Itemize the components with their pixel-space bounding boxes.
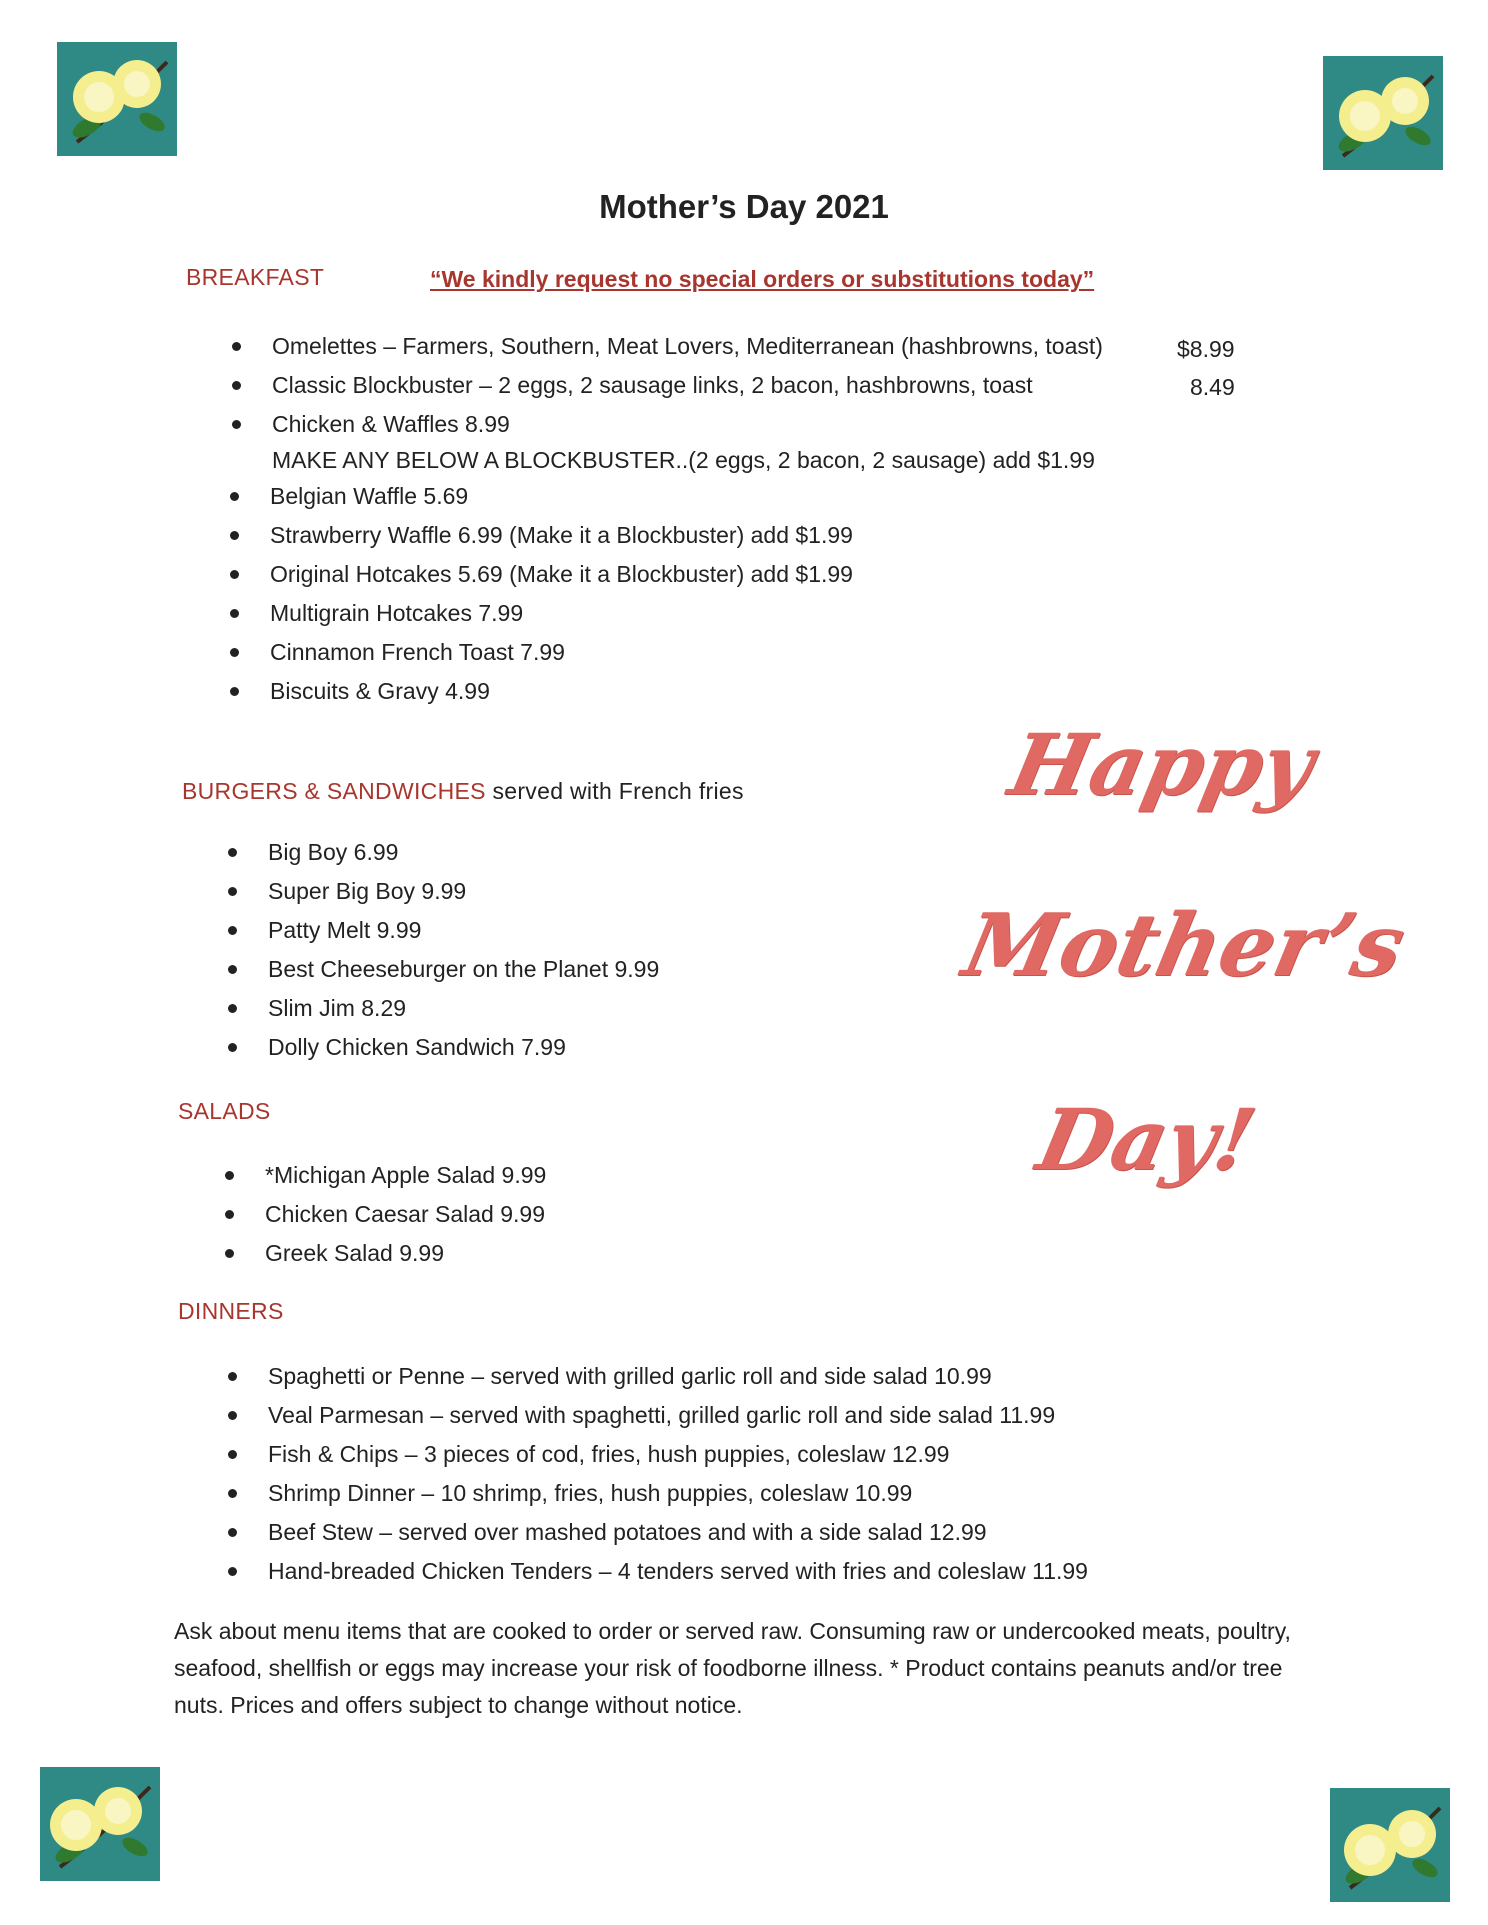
menu-item: Cinnamon French Toast 7.99: [270, 633, 853, 672]
menu-item: Multigrain Hotcakes 7.99: [270, 594, 853, 633]
menu-item: Patty Melt 9.99: [268, 911, 659, 950]
greeting-happy: Happy: [1001, 715, 1323, 814]
menu-item: Greek Salad 9.99: [265, 1234, 546, 1273]
menu-item: Veal Parmesan – served with spaghetti, grilled garlic roll and side salad 11.99: [268, 1396, 1088, 1435]
salads-heading: SALADS: [178, 1098, 271, 1124]
rose-image-top-right: [1323, 56, 1443, 170]
menu-item: Omelettes – Farmers, Southern, Meat Lovers, Mediterranean (hashbrowns, toast): [272, 327, 1103, 366]
burgers-list: [268, 833, 659, 1067]
menu-item: Chicken Caesar Salad 9.99: [265, 1195, 546, 1234]
menu-item: Dolly Chicken Sandwich 7.99: [268, 1028, 659, 1067]
bullet-icon: [230, 687, 239, 696]
bullet-icon: [230, 531, 239, 540]
menu-item: Slim Jim 8.29: [268, 989, 659, 1028]
bullet-icon: [228, 1372, 237, 1381]
bullet-icon: [230, 492, 239, 501]
bullet-icon: [228, 887, 237, 896]
bullet-icon: [228, 1489, 237, 1498]
bullet-icon: [225, 1249, 234, 1258]
bullet-icon: [230, 648, 239, 657]
menu-item: Beef Stew – served over mashed potatoes and with a side salad 12.99: [268, 1513, 1088, 1552]
blockbuster-upgrade-note: MAKE ANY BELOW A BLOCKBUSTER..(2 eggs, 2 bacon, 2 sausage) add $1.99: [272, 447, 1095, 473]
menu-item: Fish & Chips – 3 pieces of cod, fries, hush puppies, coleslaw 12.99: [268, 1435, 1088, 1474]
rose-image-bottom-left: [40, 1767, 160, 1881]
bullet-icon: [232, 342, 241, 351]
breakfast-list: [272, 327, 1103, 444]
menu-item: Chicken & Waffles 8.99: [272, 405, 1103, 444]
bullet-icon: [232, 420, 241, 429]
bullet-icon: [228, 848, 237, 857]
bullet-icon: [228, 1411, 237, 1420]
bullet-icon: [230, 609, 239, 618]
menu-item: Spaghetti or Penne – served with grilled garlic roll and side salad 10.99: [268, 1357, 1088, 1396]
greeting-mothers: Mother’s: [955, 895, 1414, 996]
menu-item: Hand-breaded Chicken Tenders – 4 tenders served with fries and coleslaw 11.99: [268, 1552, 1088, 1591]
menu-item: Best Cheeseburger on the Planet 9.99: [268, 950, 659, 989]
bullet-icon: [232, 381, 241, 390]
burgers-subheading: served with French fries: [485, 778, 744, 804]
bullet-icon: [228, 1450, 237, 1459]
bullet-icon: [228, 1004, 237, 1013]
rose-image-top-left: [57, 42, 177, 156]
allergy-disclaimer: Ask about menu items that are cooked to order or served raw. Consuming raw or undercooked meats, poultry, seafood, shellfish or eggs may increase your risk of foodborne illness. * Product contains peanuts and/or tree nuts. Prices and offers subject to change without notice.: [174, 1618, 1291, 1718]
menu-item: *Michigan Apple Salad 9.99: [265, 1156, 546, 1195]
no-substitutions-notice: “We kindly request no special orders or substitutions today”: [430, 266, 1095, 292]
omelette-price: $8.99: [1177, 336, 1235, 362]
bullet-icon: [230, 570, 239, 579]
bullet-icon: [228, 1043, 237, 1052]
menu-item: Shrimp Dinner – 10 shrimp, fries, hush puppies, coleslaw 10.99: [268, 1474, 1088, 1513]
breakfast-heading: BREAKFAST: [186, 264, 325, 290]
blockbuster-price: 8.49: [1190, 374, 1235, 400]
greeting-day: Day!: [1029, 1090, 1264, 1189]
rose-image-bottom-right: [1330, 1788, 1450, 1902]
menu-item: Biscuits & Gravy 4.99: [270, 672, 853, 711]
menu-item: Big Boy 6.99: [268, 833, 659, 872]
page-title: Mother’s Day 2021: [599, 188, 889, 225]
menu-item: Belgian Waffle 5.69: [270, 477, 853, 516]
menu-item: Original Hotcakes 5.69 (Make it a Blockbuster) add $1.99: [270, 555, 853, 594]
bullet-icon: [228, 1528, 237, 1537]
menu-item: Strawberry Waffle 6.99 (Make it a Blockbuster) add $1.99: [270, 516, 853, 555]
burgers-heading-label: BURGERS & SANDWICHES: [182, 778, 486, 804]
bullet-icon: [228, 965, 237, 974]
bullet-icon: [225, 1171, 234, 1180]
breakfast-list-2: [270, 477, 853, 711]
menu-item: Classic Blockbuster – 2 eggs, 2 sausage links, 2 bacon, hashbrowns, toast: [272, 366, 1103, 405]
bullet-icon: [225, 1210, 234, 1219]
bullet-icon: [228, 926, 237, 935]
burgers-heading: [182, 778, 744, 805]
bullet-icon: [228, 1567, 237, 1576]
menu-item: Super Big Boy 9.99: [268, 872, 659, 911]
dinners-list: [268, 1357, 1088, 1591]
salads-list: [265, 1156, 546, 1273]
dinners-heading: DINNERS: [178, 1298, 284, 1324]
